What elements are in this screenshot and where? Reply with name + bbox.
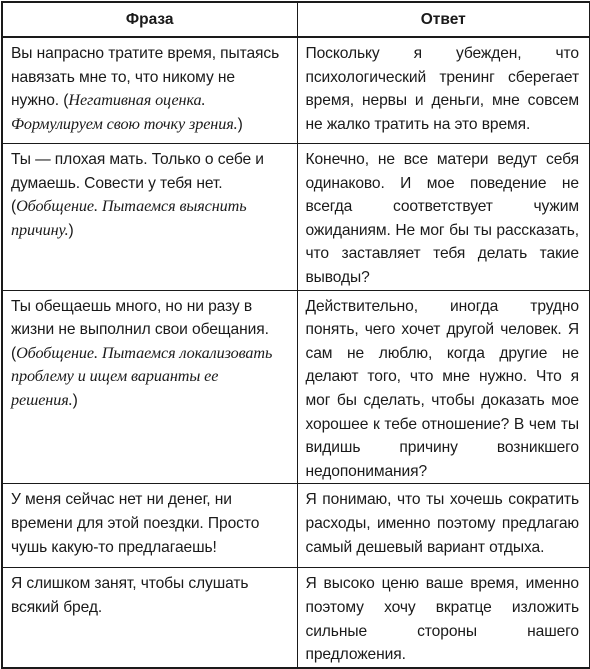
- note-open-paren: (: [63, 92, 69, 110]
- comment-note: Обобщение. Пытаемся выяснить причину.: [11, 197, 247, 239]
- comment-note: Негативная оценка. Формулируем свою точку зрения.: [11, 91, 238, 133]
- answer-cell: Поскольку я убежден, что психологический тренинг сберегает время, нервы и деньги, мне совсем не жалко тратить на это время.: [297, 37, 590, 144]
- column-header-phrase: Фраза: [2, 2, 297, 37]
- note-close-paren: ): [72, 391, 78, 409]
- table-row: [2, 37, 590, 144]
- answer-cell: Конечно, не все матери ведут себя одинаково. И мое поведение не всегда соответствует чужим ожиданиям. Не мог бы ты рассказать, что заставляет тебя делать такие выводы?: [297, 144, 590, 291]
- table-row: [2, 484, 590, 568]
- answer-cell: Я понимаю, что ты хочешь сократить расходы, именно поэтому предлагаю самый дешевый вариант отдыха.: [297, 484, 590, 568]
- table-header-row: [2, 2, 590, 37]
- answer-cell: Я высоко ценю ваше время, именно поэтому хочу вкратце изложить сильные стороны нашего предложения.: [297, 568, 590, 668]
- phrase-cell: [2, 290, 297, 484]
- phrase-cell: Я слишком занят, чтобы слушать всякий бред.: [2, 568, 297, 668]
- phrase-text: Ты обещаешь много, но ни разу в жизни не выполнил свои обещания.: [11, 297, 269, 339]
- column-header-answer: Ответ: [297, 2, 590, 37]
- phrase-response-table: [1, 1, 590, 669]
- phrase-cell: У меня сейчас нет ни денег, ни времени для этой поездки. Просто чушь какую-то предлагаешь!: [2, 484, 297, 568]
- table-row: [2, 568, 590, 668]
- note-close-paren: ): [237, 115, 243, 133]
- phrase-cell: [2, 144, 297, 291]
- note-open-paren: (: [11, 198, 17, 216]
- phrase-text: Вы напрасно тратите время, пытаясь навязать мне то, что никому не нужно.: [11, 45, 280, 110]
- phrase-text: Ты — плохая мать. Только о себе и думаешь. Совести у тебя нет.: [11, 151, 264, 192]
- answer-cell: Действительно, иногда трудно понять, чего хочет другой человек. Я сам не люблю, когда другие не делают того, что мне нужно. Что я мог бы сделать, чтобы доказать мое хорошее к тебе отношение? В чем ты видишь причину возникшего недопонимания?: [297, 290, 590, 484]
- note-close-paren: ): [68, 221, 74, 239]
- comment-note: Обобщение. Пытаемся локализовать проблему и ищем варианты ее решения.: [11, 343, 273, 409]
- note-open-paren: (: [11, 344, 17, 362]
- phrase-cell: [2, 37, 297, 144]
- table-row: [2, 290, 590, 484]
- table-row: [2, 144, 590, 291]
